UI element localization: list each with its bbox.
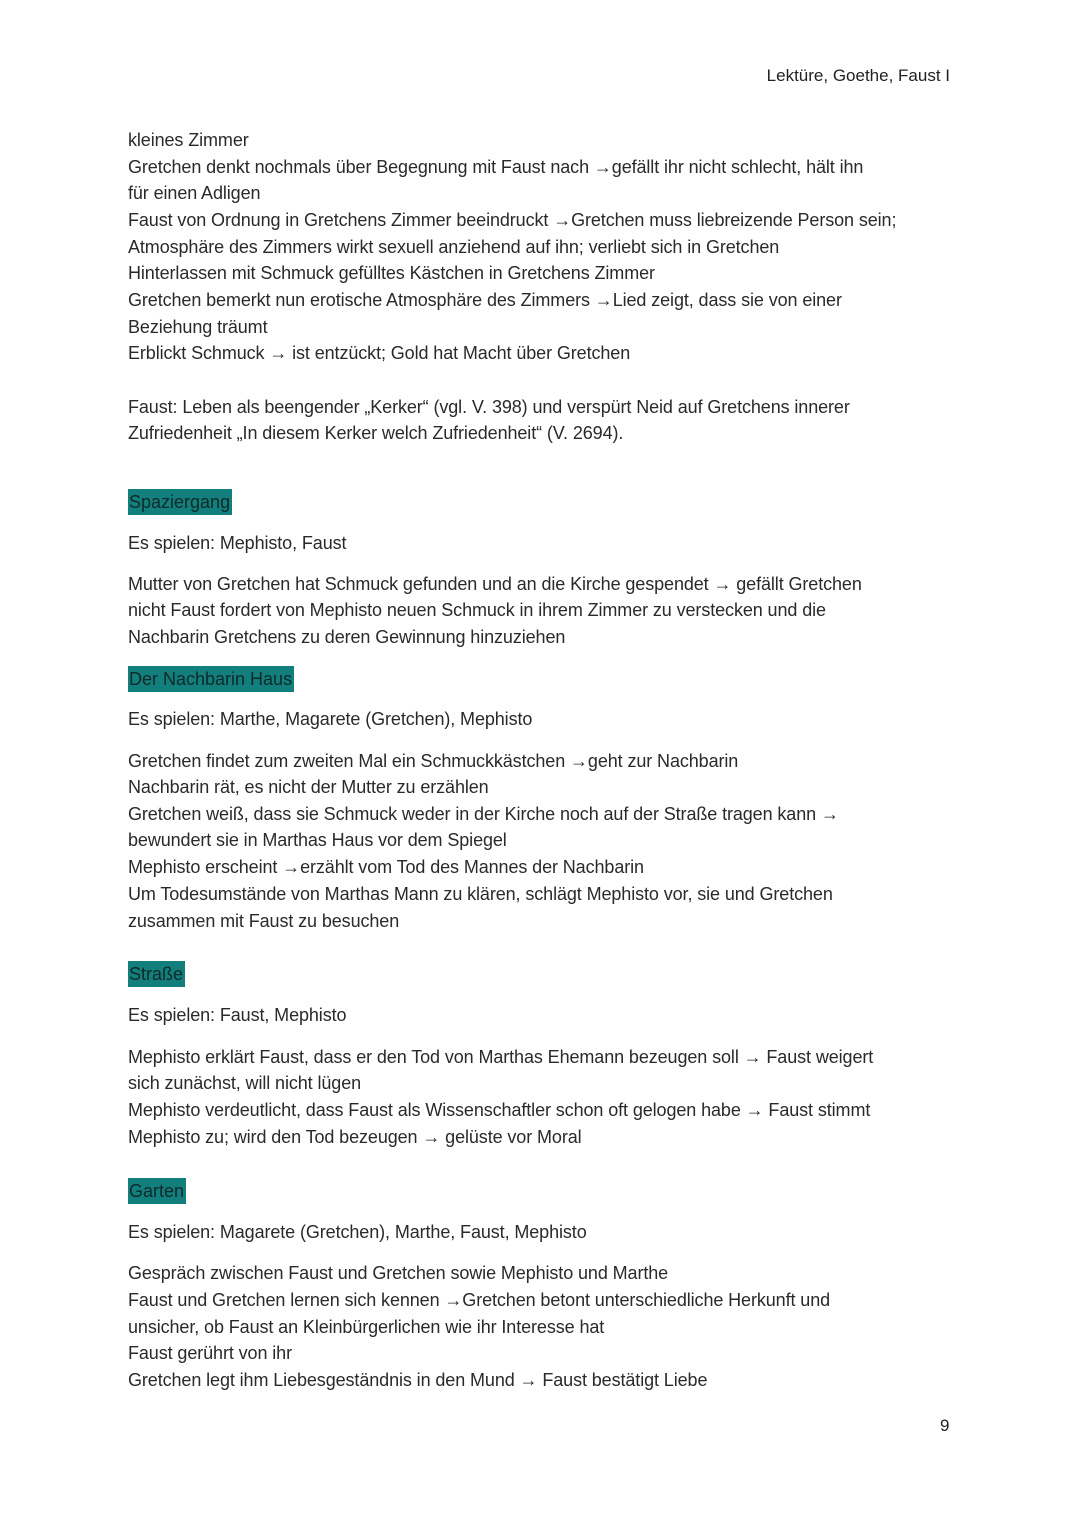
text-line: Gretchen denkt nochmals über Begegnung mit Faust nach →gefällt ihr nicht schlecht, hält ihn — [128, 157, 864, 177]
text-line: Gretchen findet zum zweiten Mal ein Schmuckkästchen →geht zur Nachbarin — [128, 751, 739, 771]
section-heading: Garten — [128, 1178, 186, 1204]
text-line: Nachbarin Gretchens zu deren Gewinnung hinzuziehen — [128, 627, 566, 647]
page-number: 9 — [940, 1416, 950, 1435]
text-line: sich zunächst, will nicht lügen — [128, 1073, 362, 1093]
text-line: für einen Adligen — [128, 183, 261, 203]
section-heading: Straße — [128, 961, 185, 987]
section-heading: Der Nachbarin Haus — [128, 666, 294, 692]
text-line: Faust und Gretchen lernen sich kennen →Gretchen betont unterschiedliche Herkunft und — [128, 1290, 831, 1310]
text-line: unsicher, ob Faust an Kleinbürgerlichen wie ihr Interesse hat — [128, 1317, 605, 1337]
text-line: Faust gerührt von ihr — [128, 1343, 292, 1363]
text-line: Gretchen weiß, dass sie Schmuck weder in der Kirche noch auf der Straße tragen kann → — [128, 804, 839, 824]
text-line: bewundert sie in Marthas Haus vor dem Spiegel — [128, 830, 507, 850]
text-line: Hinterlassen mit Schmuck gefülltes Kästchen in Gretchens Zimmer — [128, 263, 655, 283]
text-line: nicht Faust fordert von Mephisto neuen Schmuck in ihrem Zimmer zu verstecken und die — [128, 600, 826, 620]
text-line: Um Todesumstände von Marthas Mann zu klären, schlägt Mephisto vor, sie und Gretchen — [128, 884, 833, 904]
text-line: Mephisto erklärt Faust, dass er den Tod von Marthas Ehemann bezeugen soll → Faust weigert — [128, 1047, 874, 1067]
text-line: Beziehung träumt — [128, 317, 268, 337]
text-line: Gespräch zwischen Faust und Gretchen sowie Mephisto und Marthe — [128, 1263, 669, 1283]
cast-line: Es spielen: Faust, Mephisto — [128, 1005, 347, 1025]
text-line: Nachbarin rät, es nicht der Mutter zu erzählen — [128, 777, 489, 797]
page-header: Lektüre, Goethe, Faust I — [766, 66, 950, 85]
text-line: Gretchen bemerkt nun erotische Atmosphäre des Zimmers →Lied zeigt, dass sie von einer — [128, 290, 842, 310]
cast-line: Es spielen: Mephisto, Faust — [128, 533, 347, 553]
quote-line: Faust: Leben als beengender „Kerker“ (vgl. V. 398) und verspürt Neid auf Gretchens innerer — [128, 397, 850, 417]
cast-line: Es spielen: Magarete (Gretchen), Marthe, Faust, Mephisto — [128, 1222, 587, 1242]
cast-line: Es spielen: Marthe, Magarete (Gretchen), Mephisto — [128, 709, 533, 729]
text-line: Mephisto zu; wird den Tod bezeugen → gelüste vor Moral — [128, 1127, 582, 1147]
text-line: Mutter von Gretchen hat Schmuck gefunden und an die Kirche gespendet → gefällt Gretchen — [128, 574, 862, 594]
section-heading: Spaziergang — [128, 489, 232, 515]
text-line: kleines Zimmer — [128, 130, 249, 150]
text-line: Erblickt Schmuck → ist entzückt; Gold hat Macht über Gretchen — [128, 343, 631, 363]
text-line: Faust von Ordnung in Gretchens Zimmer beeindruckt →Gretchen muss liebreizende Person sein; — [128, 210, 897, 230]
text-line: zusammen mit Faust zu besuchen — [128, 911, 400, 931]
quote-line: Zufriedenheit „In diesem Kerker welch Zufriedenheit“ (V. 2694). — [128, 423, 624, 443]
text-line: Gretchen legt ihm Liebesgeständnis in den Mund → Faust bestätigt Liebe — [128, 1370, 708, 1390]
text-line: Mephisto erscheint →erzählt vom Tod des Mannes der Nachbarin — [128, 857, 644, 877]
text-line: Atmosphäre des Zimmers wirkt sexuell anziehend auf ihn; verliebt sich in Gretchen — [128, 237, 780, 257]
text-line: Mephisto verdeutlicht, dass Faust als Wissenschaftler schon oft gelogen habe → Faust stimmt — [128, 1100, 871, 1120]
